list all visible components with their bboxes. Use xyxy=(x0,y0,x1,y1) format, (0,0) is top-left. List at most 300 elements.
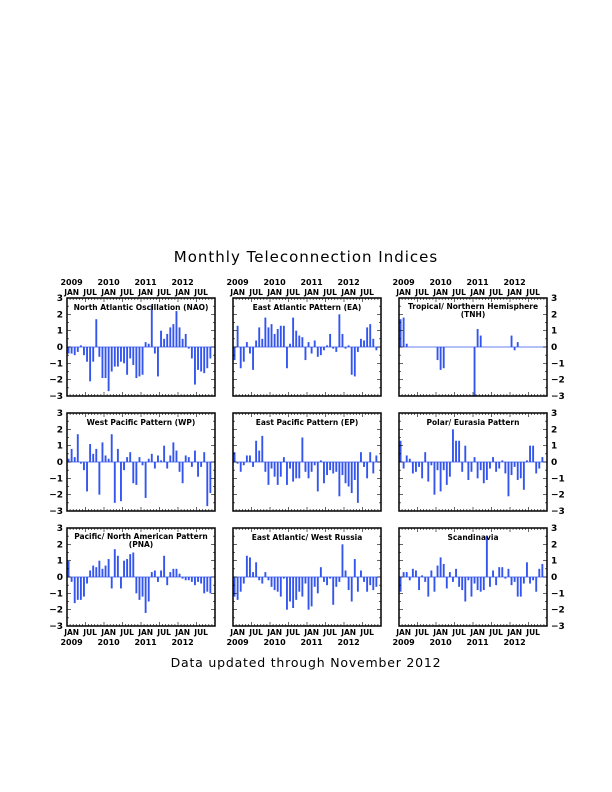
bar xyxy=(160,331,162,347)
bar xyxy=(261,436,263,462)
bar xyxy=(437,347,439,360)
y-tick-label: −1 xyxy=(49,589,63,600)
bar xyxy=(102,569,104,577)
bar xyxy=(179,462,181,472)
y-tick-label: 0 xyxy=(551,458,558,468)
y-tick-label: 1 xyxy=(56,326,63,337)
x-year-label: 2012 xyxy=(337,278,360,287)
bar xyxy=(538,569,540,577)
y-tick-label: 1 xyxy=(56,441,63,452)
bar xyxy=(209,347,211,358)
y-tick-label: 3 xyxy=(551,294,558,304)
chart-panel xyxy=(399,409,565,517)
y-tick-label: −1 xyxy=(551,359,565,370)
x-year-label: 2010 xyxy=(263,638,286,647)
bar xyxy=(538,462,540,469)
panel-title: East Pacific Pattern (EP) xyxy=(255,418,359,427)
y-tick-label: −3 xyxy=(49,507,63,517)
bar xyxy=(83,462,85,470)
bar xyxy=(508,569,510,577)
bar xyxy=(126,559,128,577)
chart-panel xyxy=(226,278,381,396)
x-month-label: JUL xyxy=(194,288,208,297)
bar xyxy=(345,462,347,483)
x-year-label: 2010 xyxy=(429,278,452,287)
bar xyxy=(314,577,316,587)
bar xyxy=(345,570,347,577)
bar xyxy=(471,462,473,472)
bar xyxy=(474,577,476,584)
bar xyxy=(498,567,500,577)
y-tick-label: 2 xyxy=(56,310,63,321)
bar xyxy=(464,446,466,462)
bar xyxy=(308,342,310,347)
bar xyxy=(120,347,122,362)
x-month-label: JAN xyxy=(267,288,283,297)
y-tick-label: −3 xyxy=(49,622,63,632)
bar xyxy=(523,462,525,490)
bar xyxy=(480,336,482,347)
x-year-label: 2011 xyxy=(134,638,157,647)
bar xyxy=(437,462,439,470)
bar xyxy=(249,557,251,577)
bar xyxy=(114,462,116,503)
bar xyxy=(132,462,134,483)
bar xyxy=(301,438,303,463)
bar xyxy=(369,324,371,347)
bar xyxy=(535,577,537,592)
bar xyxy=(277,329,279,347)
bar xyxy=(338,314,340,347)
bar xyxy=(252,572,254,577)
bar xyxy=(246,342,248,347)
bar xyxy=(430,570,432,577)
bar xyxy=(314,340,316,347)
bar xyxy=(483,577,485,590)
panel-title: East Atlantic PAttern (EA) xyxy=(252,303,362,312)
bar xyxy=(185,334,187,347)
bar xyxy=(123,561,125,577)
bar xyxy=(338,577,340,582)
bar xyxy=(443,347,445,368)
bar xyxy=(123,462,125,470)
bar xyxy=(89,444,91,462)
x-month-label: JAN xyxy=(230,628,246,637)
bar xyxy=(369,577,371,585)
bar xyxy=(464,577,466,602)
bar xyxy=(446,462,448,485)
x-month-label: JAN xyxy=(64,288,80,297)
x-month-label: JAN xyxy=(230,288,246,297)
bar xyxy=(77,577,79,600)
bar xyxy=(311,347,313,354)
y-tick-label: 1 xyxy=(551,441,558,452)
bar xyxy=(372,577,374,590)
bar xyxy=(317,462,319,491)
bar xyxy=(354,559,356,577)
bar xyxy=(317,347,319,357)
bar xyxy=(237,577,239,600)
bar xyxy=(323,577,325,582)
y-tick-label: 2 xyxy=(551,425,558,436)
bar xyxy=(246,455,248,462)
bar xyxy=(443,564,445,577)
x-month-label: JAN xyxy=(64,628,80,637)
bar xyxy=(286,347,288,368)
x-month-label: JUL xyxy=(286,628,300,637)
bar xyxy=(77,347,79,352)
bar xyxy=(357,347,359,352)
bar xyxy=(495,462,497,472)
bar xyxy=(197,462,199,477)
bar xyxy=(194,577,196,585)
bar xyxy=(172,324,174,347)
bar xyxy=(369,452,371,462)
bar xyxy=(234,577,236,597)
bar xyxy=(424,577,426,582)
y-tick-label: −2 xyxy=(551,490,565,501)
chart-panel xyxy=(49,524,215,647)
bar xyxy=(80,577,82,600)
bar xyxy=(209,577,211,593)
bar xyxy=(179,574,181,577)
bar xyxy=(529,446,531,462)
x-month-label: JAN xyxy=(341,288,357,297)
x-month-label: JUL xyxy=(83,628,97,637)
bar xyxy=(71,449,73,462)
bar xyxy=(280,462,282,477)
x-year-label: 2009 xyxy=(392,278,415,287)
bar xyxy=(520,462,522,478)
bar xyxy=(274,577,276,590)
x-year-label: 2011 xyxy=(300,278,323,287)
x-month-label: JAN xyxy=(138,288,154,297)
figure-footer: Data updated through November 2012 xyxy=(170,655,442,670)
x-month-label: JAN xyxy=(175,288,191,297)
bar xyxy=(403,318,405,347)
x-month-label: JAN xyxy=(507,288,523,297)
bar xyxy=(255,441,257,462)
bar xyxy=(363,577,365,582)
bar xyxy=(514,347,516,350)
x-month-label: JAN xyxy=(175,628,191,637)
chart-panel xyxy=(392,524,564,647)
bar xyxy=(311,577,313,606)
bar xyxy=(129,452,131,462)
bar xyxy=(182,339,184,347)
bar xyxy=(348,462,350,487)
bar xyxy=(286,577,288,610)
bar xyxy=(372,462,374,473)
bar xyxy=(264,572,266,577)
x-month-label: JUL xyxy=(323,288,337,297)
bar xyxy=(252,347,254,370)
bar xyxy=(188,577,190,580)
bar xyxy=(366,462,368,478)
bar xyxy=(163,446,165,462)
bar xyxy=(480,577,482,592)
bar xyxy=(264,462,266,472)
bar xyxy=(203,577,205,593)
bar xyxy=(200,462,202,467)
x-month-label: JUL xyxy=(526,628,540,637)
y-tick-label: 1 xyxy=(551,556,558,567)
bar xyxy=(326,577,328,585)
bar xyxy=(154,570,156,577)
bar xyxy=(295,331,297,347)
bar xyxy=(92,566,94,577)
bar xyxy=(129,347,131,358)
bar xyxy=(71,577,73,582)
x-month-label: JAN xyxy=(267,628,283,637)
bar xyxy=(68,459,70,462)
bar xyxy=(83,577,85,597)
bar xyxy=(511,336,513,347)
bar xyxy=(264,318,266,347)
bar xyxy=(474,457,476,462)
bar xyxy=(289,577,291,602)
bar xyxy=(443,462,445,470)
bar xyxy=(489,462,491,469)
bar xyxy=(111,434,113,462)
bar xyxy=(240,462,242,472)
bar xyxy=(145,462,147,498)
x-year-label: 2010 xyxy=(97,278,120,287)
bar xyxy=(409,459,411,462)
bar xyxy=(474,347,476,396)
bar xyxy=(86,347,88,362)
bar xyxy=(483,462,485,483)
bar xyxy=(430,462,432,465)
bar xyxy=(108,459,110,462)
bar xyxy=(357,577,359,592)
bar xyxy=(357,462,359,503)
bar xyxy=(480,462,482,470)
bar xyxy=(511,462,513,475)
bar xyxy=(363,462,365,467)
bar xyxy=(206,462,208,506)
bar xyxy=(508,462,510,496)
bar xyxy=(77,434,79,462)
panel-title: Pacific/ North American Pattern xyxy=(74,532,208,541)
bar xyxy=(154,462,156,469)
panel-title: West Pacific Pattern (WP) xyxy=(86,418,196,427)
bar xyxy=(191,577,193,582)
chart-panel xyxy=(49,278,215,402)
bar xyxy=(243,577,245,584)
x-month-label: JUL xyxy=(489,628,503,637)
y-tick-label: −3 xyxy=(551,507,565,517)
bar xyxy=(486,536,488,577)
bar xyxy=(495,577,497,585)
bar xyxy=(332,462,334,473)
bar xyxy=(292,318,294,347)
bar xyxy=(477,329,479,347)
bar xyxy=(163,556,165,577)
bar xyxy=(332,577,334,605)
x-year-label: 2009 xyxy=(392,638,415,647)
x-month-label: JUL xyxy=(415,628,429,637)
chart-panel xyxy=(226,528,381,647)
bar xyxy=(403,462,405,469)
y-tick-label: 3 xyxy=(56,524,63,534)
bar xyxy=(197,347,199,370)
bar xyxy=(424,452,426,462)
x-month-label: JAN xyxy=(470,288,486,297)
bar xyxy=(157,455,159,462)
bar xyxy=(268,577,270,580)
bar xyxy=(114,549,116,577)
bar xyxy=(157,347,159,376)
bar xyxy=(108,559,110,577)
y-tick-label: −2 xyxy=(551,375,565,386)
bar xyxy=(86,462,88,491)
panel-title: (PNA) xyxy=(128,540,154,549)
bar xyxy=(440,557,442,577)
bar xyxy=(354,462,356,480)
x-month-label: JUL xyxy=(120,628,134,637)
bar xyxy=(317,577,319,593)
bar xyxy=(176,311,178,347)
bar xyxy=(335,577,337,587)
panel-title: North Atlantic Oscillation (NAO) xyxy=(73,303,209,312)
bar xyxy=(129,554,131,577)
bar xyxy=(139,347,141,376)
bar xyxy=(258,451,260,462)
bar xyxy=(142,347,144,375)
bar xyxy=(342,462,344,475)
bar xyxy=(142,577,144,597)
bar xyxy=(360,339,362,347)
bar xyxy=(258,327,260,347)
bar xyxy=(274,334,276,347)
bar xyxy=(298,577,300,592)
bar xyxy=(449,462,451,477)
bar xyxy=(461,462,463,472)
bar xyxy=(434,462,436,495)
bar xyxy=(135,347,137,378)
bar xyxy=(243,462,245,465)
bar xyxy=(139,457,141,462)
bar xyxy=(452,577,454,582)
bar xyxy=(342,334,344,347)
bar xyxy=(92,347,94,362)
bar xyxy=(255,340,257,347)
bar xyxy=(206,577,208,592)
bar xyxy=(446,577,448,588)
bar xyxy=(305,347,307,360)
bar xyxy=(455,569,457,577)
x-month-label: JUL xyxy=(249,628,263,637)
bar xyxy=(157,577,159,582)
bar xyxy=(132,347,134,365)
bar xyxy=(252,462,254,467)
bar xyxy=(268,462,270,485)
bar xyxy=(418,577,420,590)
bar xyxy=(172,442,174,462)
bar xyxy=(372,339,374,347)
bar xyxy=(532,446,534,462)
x-year-label: 2011 xyxy=(134,278,157,287)
bar xyxy=(335,347,337,352)
bar xyxy=(471,577,473,597)
bar xyxy=(191,462,193,467)
bar xyxy=(427,577,429,597)
bar xyxy=(295,462,297,478)
bar xyxy=(182,462,184,483)
x-month-label: JAN xyxy=(304,628,320,637)
bar xyxy=(301,577,303,597)
bar xyxy=(98,462,100,495)
x-year-label: 2010 xyxy=(97,638,120,647)
bar xyxy=(418,462,420,467)
bar xyxy=(329,334,331,347)
bar xyxy=(437,566,439,577)
x-year-label: 2011 xyxy=(466,278,489,287)
bar xyxy=(289,344,291,347)
bar xyxy=(467,462,469,480)
bar xyxy=(535,462,537,473)
bar xyxy=(126,347,128,375)
panel-grid xyxy=(49,278,565,647)
bar xyxy=(421,462,423,478)
bar xyxy=(74,577,76,603)
x-month-label: JUL xyxy=(120,288,134,297)
x-year-label: 2012 xyxy=(171,638,194,647)
bar xyxy=(320,567,322,577)
x-month-label: JUL xyxy=(157,628,171,637)
bar xyxy=(151,572,153,577)
bar xyxy=(111,577,113,588)
bar xyxy=(114,347,116,367)
y-tick-label: −1 xyxy=(551,474,565,485)
bar xyxy=(188,457,190,462)
bar xyxy=(298,462,300,478)
y-tick-label: 1 xyxy=(56,556,63,567)
y-tick-label: 3 xyxy=(56,294,63,304)
bar xyxy=(71,347,73,354)
x-month-label: JAN xyxy=(433,628,449,637)
bar xyxy=(301,337,303,347)
bar xyxy=(308,577,310,610)
x-year-label: 2012 xyxy=(337,638,360,647)
bar xyxy=(98,561,100,577)
bar xyxy=(83,347,85,355)
bar xyxy=(434,577,436,592)
x-month-label: JAN xyxy=(507,628,523,637)
bar xyxy=(176,451,178,462)
x-month-label: JUL xyxy=(323,628,337,637)
bar xyxy=(342,544,344,577)
y-tick-label: 2 xyxy=(551,540,558,551)
x-year-label: 2009 xyxy=(60,638,83,647)
bar xyxy=(467,577,469,580)
bar xyxy=(455,441,457,462)
x-year-label: 2009 xyxy=(60,278,83,287)
bar xyxy=(166,334,168,347)
chart-panel xyxy=(233,413,381,511)
bar xyxy=(323,347,325,350)
panel-title: (TNH) xyxy=(460,310,486,319)
panel-title: Tropical/ Northern Hemisphere xyxy=(407,302,539,311)
bar xyxy=(151,454,153,462)
bar xyxy=(338,462,340,496)
bar xyxy=(348,577,350,590)
bar xyxy=(486,462,488,480)
bar xyxy=(517,342,519,347)
bar xyxy=(363,340,365,347)
x-month-label: JAN xyxy=(101,628,117,637)
